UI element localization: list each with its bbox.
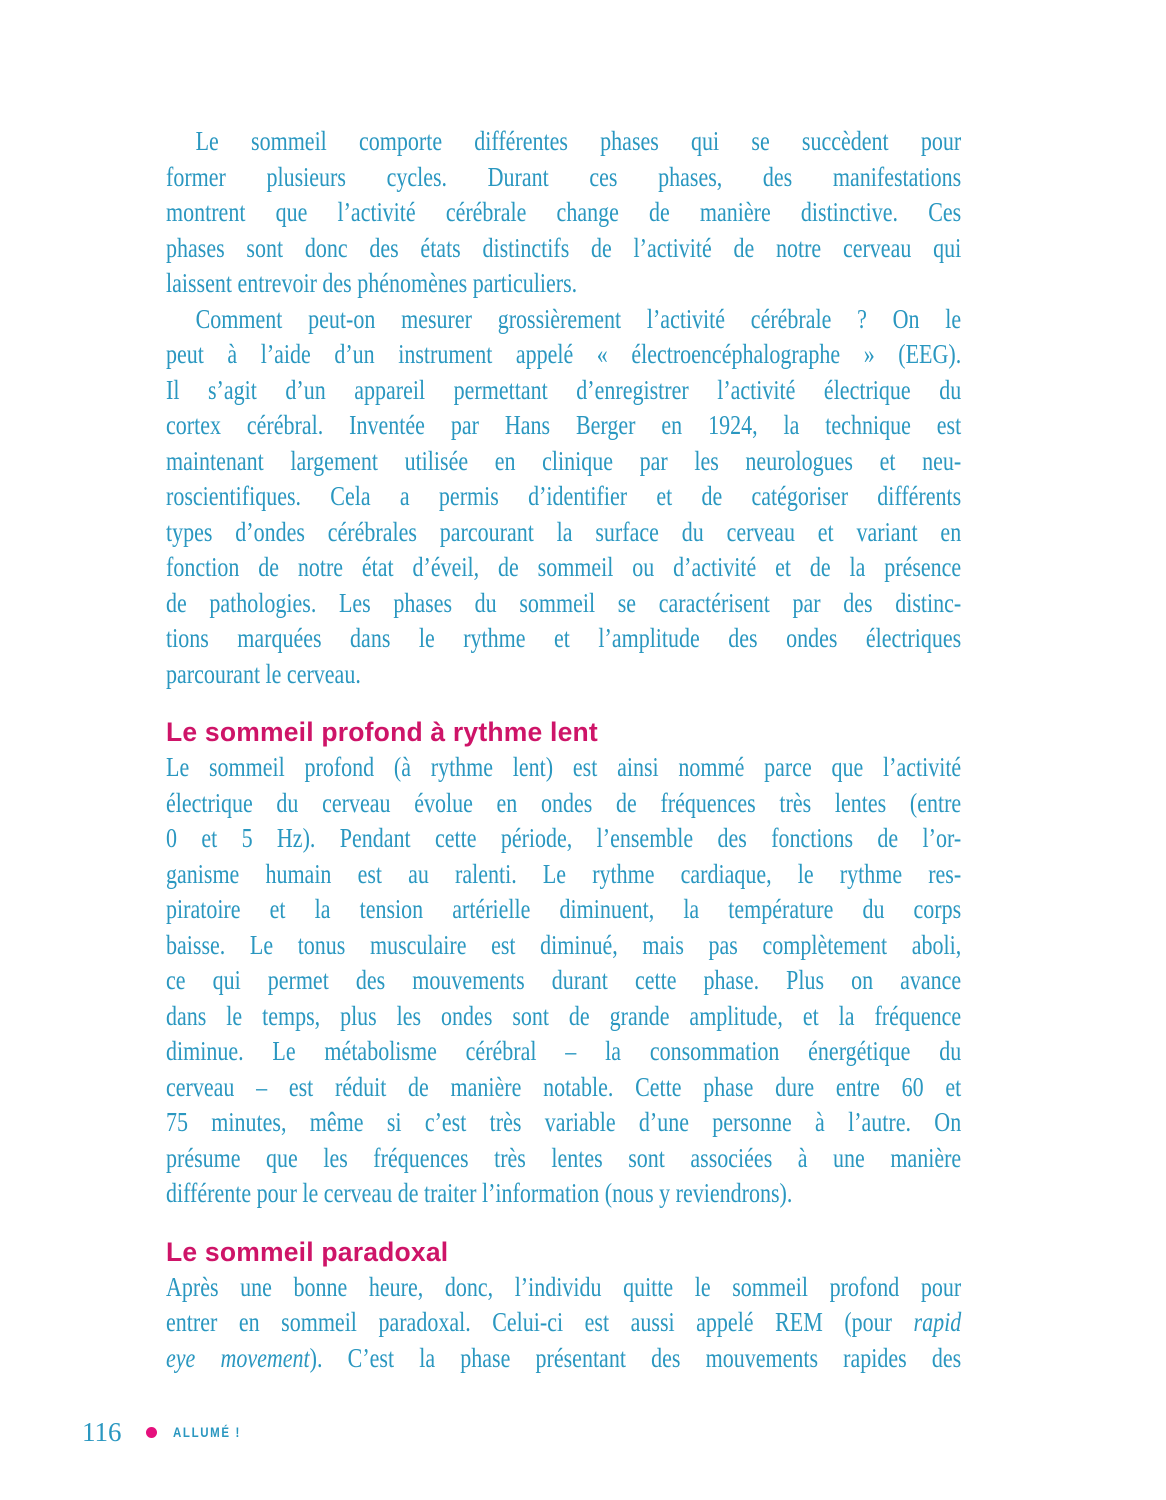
text-line: montrent que l’activité cérébrale change de manière distinctive. Ces — [166, 196, 962, 227]
text-line: laissent entrevoir des phénomènes particuliers. — [166, 267, 578, 298]
text-line: Le sommeil profond (à rythme lent) est ainsi nommé parce que l’activité — [166, 751, 962, 782]
text-line: former plusieurs cycles. Durant ces phases, des manifestations — [166, 160, 962, 192]
text-line: Après une bonne heure, donc, l’individu quitte le sommeil profond pour — [166, 1270, 962, 1302]
text-line: de pathologies. Les phases du sommeil se caractérisent par des distinc- — [166, 586, 962, 618]
text-line: électrique du cerveau évolue en ondes de fréquences très lentes (entre — [166, 786, 962, 818]
text-line: cortex cérébral. Inventée par Hans Berger en 1924, la technique est — [166, 409, 962, 440]
text-line: Il s’agit d’un appareil permettant d’enregistrer l’activité électrique du — [166, 373, 962, 405]
italic-text: rapid — [913, 1306, 962, 1337]
text-line: maintenant largement utilisée en clinique par les neurologues et neu- — [166, 444, 962, 476]
paragraph — [166, 749, 961, 1211]
text-line: baisse. Le tonus musculaire est diminué, mais pas complètement aboli, — [166, 928, 962, 960]
text-line: types d’ondes cérébrales parcourant la surface du cerveau et variant en — [166, 515, 962, 547]
text-line: fonction de notre état d’éveil, de sommeil ou d’activité et de la présence — [166, 551, 962, 582]
text-line — [166, 1304, 961, 1340]
text-line: parcourant le cerveau. — [166, 657, 361, 689]
book-title: ALLUMÉ ! — [172, 1424, 241, 1440]
text-line: ganisme humain est au ralenti. Le rythme cardiaque, le rythme res- — [166, 857, 962, 889]
text-line: tions marquées dans le rythme et l’amplitude des ondes électriques — [166, 622, 962, 653]
text-line: Le sommeil comporte différentes phases qui se succèdent pour — [195, 125, 962, 156]
text-segment: entrer en sommeil paradoxal. Celui-ci est aussi appelé REM (pour — [166, 1306, 914, 1337]
text-segment: ). C’est la phase présentant des mouvements rapides des — [309, 1341, 962, 1373]
text-line: ce qui permet des mouvements durant cette phase. Plus on avance — [166, 964, 962, 995]
main-text-column — [166, 123, 960, 1375]
text-line: diminue. Le métabolisme cérébral – la consommation énergétique du — [166, 1035, 962, 1066]
text-line: roscientifiques. Cela a permis d’identifier et de catégoriser différents — [166, 480, 962, 511]
text-line: dans le temps, plus les ondes sont de grande amplitude, et la fréquence — [166, 999, 962, 1031]
page-footer — [82, 1416, 255, 1447]
italic-text: eye movement — [166, 1341, 310, 1373]
section-heading: Le sommeil paradoxal — [166, 1236, 449, 1267]
circle-bullet-icon — [146, 1427, 157, 1438]
text-line: cerveau – est réduit de manière notable. Cette phase dure entre 60 et — [166, 1070, 962, 1102]
text-line: piratoire et la tension artérielle diminuent, la température du corps — [166, 893, 962, 924]
section-heading: Le sommeil profond à rythme lent — [166, 717, 598, 747]
text-line: peut à l’aide d’un instrument appelé « électroencéphalographe » (EEG). — [166, 338, 962, 369]
text-line: phases sont donc des états distinctifs de l’activité de notre cerveau qui — [166, 231, 962, 263]
page-number: 116 — [82, 1416, 122, 1447]
text-line: Comment peut-on mesurer grossièrement l’activité cérébrale ? On le — [195, 302, 962, 334]
text-line: 75 minutes, même si c’est très variable d’une personne à l’autre. On — [166, 1106, 962, 1137]
text-line: 0 et 5 Hz). Pendant cette période, l’ensemble des fonctions de l’or- — [166, 822, 962, 853]
paragraph — [166, 301, 961, 692]
paragraph — [166, 123, 961, 301]
text-line — [166, 1340, 961, 1376]
text-line: présume que les fréquences très lentes sont associées à une manière — [166, 1141, 962, 1173]
paragraph — [166, 1269, 961, 1376]
text-line: différente pour le cerveau de traiter l’information (nous y reviendrons). — [166, 1177, 793, 1208]
